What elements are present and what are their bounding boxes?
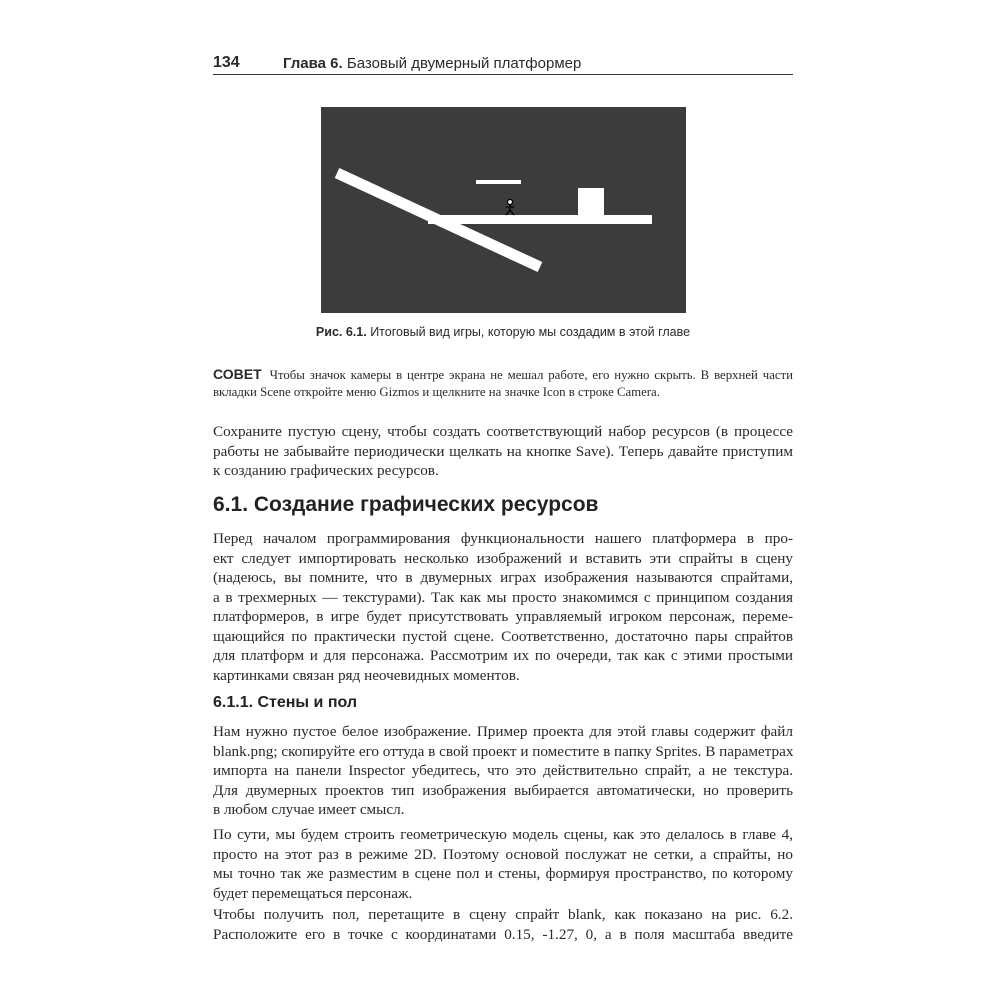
text-line: импорта на панели Inspector убедитесь, что это действительно спрайт, а не текстура. bbox=[213, 762, 793, 779]
text-line: ект следует импортировать несколько изображений и вставить эти спрайты в сцену bbox=[213, 549, 793, 567]
subsection-paragraph bbox=[213, 722, 793, 820]
text-line: Нам нужно пустое белое изображение. Пример проекта для этой главы содержит файл bbox=[213, 723, 793, 740]
text-line: Расположите его в точке с координатами 0.15, -1.27, 0, а в поля масштаба введите bbox=[213, 925, 793, 943]
tip-line bbox=[213, 365, 793, 383]
text-line: просто на этот раз в режиме 2D. Поэтому основой послужат не сетки, а спрайты, но bbox=[213, 845, 793, 863]
text-line: Чтобы получить пол, перетащите в сцену спрайт blank, как показано на рис. 6.2. bbox=[213, 906, 793, 923]
text-line: а в трехмерных — текстурами). Так как мы просто знакомимся с принципом создания bbox=[213, 588, 793, 606]
tip-box bbox=[213, 365, 793, 401]
floating-platform bbox=[476, 180, 521, 184]
section-heading: 6.1. Создание графических ресурсов bbox=[213, 493, 599, 516]
text-line: щающийся по практически пустой сцене. Соответственно, достаточно пары спрайтов bbox=[213, 627, 793, 645]
floor-platform bbox=[428, 215, 652, 224]
tip-text: Чтобы значок камеры в центре экрана не мешал работе, его нужно скрыть. В верхней части bbox=[269, 368, 793, 382]
block-wall bbox=[578, 188, 604, 216]
text-line: Для двумерных проектов тип изображения выбирается автоматически, но проверить bbox=[213, 781, 793, 799]
text-line: платформеров, в игре будет присутствовать управляемый игроком персонаж, переме- bbox=[213, 608, 793, 625]
text-line: мы точно так же разместим в сцене пол и стены, формируя пространство, по которому bbox=[213, 865, 793, 882]
chapter-title bbox=[283, 55, 581, 72]
tip-line: вкладки Scene откройте меню Gizmos и щелкните на значке Icon в строке Camera. bbox=[213, 385, 660, 399]
figure-caption bbox=[213, 325, 793, 339]
text-line: будет перемещаться персонаж. bbox=[213, 884, 413, 902]
text-line: в любом случае имеет смысл. bbox=[213, 801, 405, 818]
text-line: Сохраните пустую сцену, чтобы создать соответствующий набор ресурсов (в процессе bbox=[213, 423, 793, 440]
caption-text: Итоговый вид игры, которую мы создадим в этой главе bbox=[370, 325, 691, 339]
subsection-paragraph bbox=[213, 825, 793, 903]
subsection-paragraph bbox=[213, 905, 793, 944]
intro-paragraph bbox=[213, 422, 793, 481]
text-line: По сути, мы будем строить геометрическую модель сцены, как это делалось в главе 4, bbox=[213, 826, 793, 843]
text-line: картинками связан ряд неочевидных моментов. bbox=[213, 666, 520, 684]
text-line: для платформ и для персонажа. Рассмотрим их по очереди, так как с этими простыми bbox=[213, 647, 793, 664]
running-header bbox=[213, 52, 793, 75]
game-screenshot-figure bbox=[321, 107, 686, 313]
scene-background bbox=[321, 107, 686, 313]
text-line: работы не забывайте периодически щелкать на кнопке Save). Теперь давайте приступим bbox=[213, 442, 793, 460]
text-line: к созданию графических ресурсов. bbox=[213, 462, 439, 479]
text-line: blank.png; скопируйте его оттуда в свой проект и поместите в папку Sprites. В параметрах bbox=[213, 742, 794, 760]
chapter-name: Базовый двумерный платформер bbox=[346, 55, 582, 72]
section-paragraph bbox=[213, 529, 793, 685]
page-number: 134 bbox=[213, 54, 240, 71]
text-line: Перед началом программирования функциональности нашего платформера в про- bbox=[213, 530, 793, 547]
chapter-label: Глава 6. bbox=[283, 55, 343, 72]
text-line: (надеюсь, вы помните, что в двумерных играх изображения называются спрайтами, bbox=[213, 569, 793, 586]
subsection-heading: 6.1.1. Стены и пол bbox=[213, 694, 358, 711]
tip-label: СОВЕТ bbox=[213, 366, 262, 382]
caption-label: Рис. 6.1. bbox=[315, 325, 367, 339]
